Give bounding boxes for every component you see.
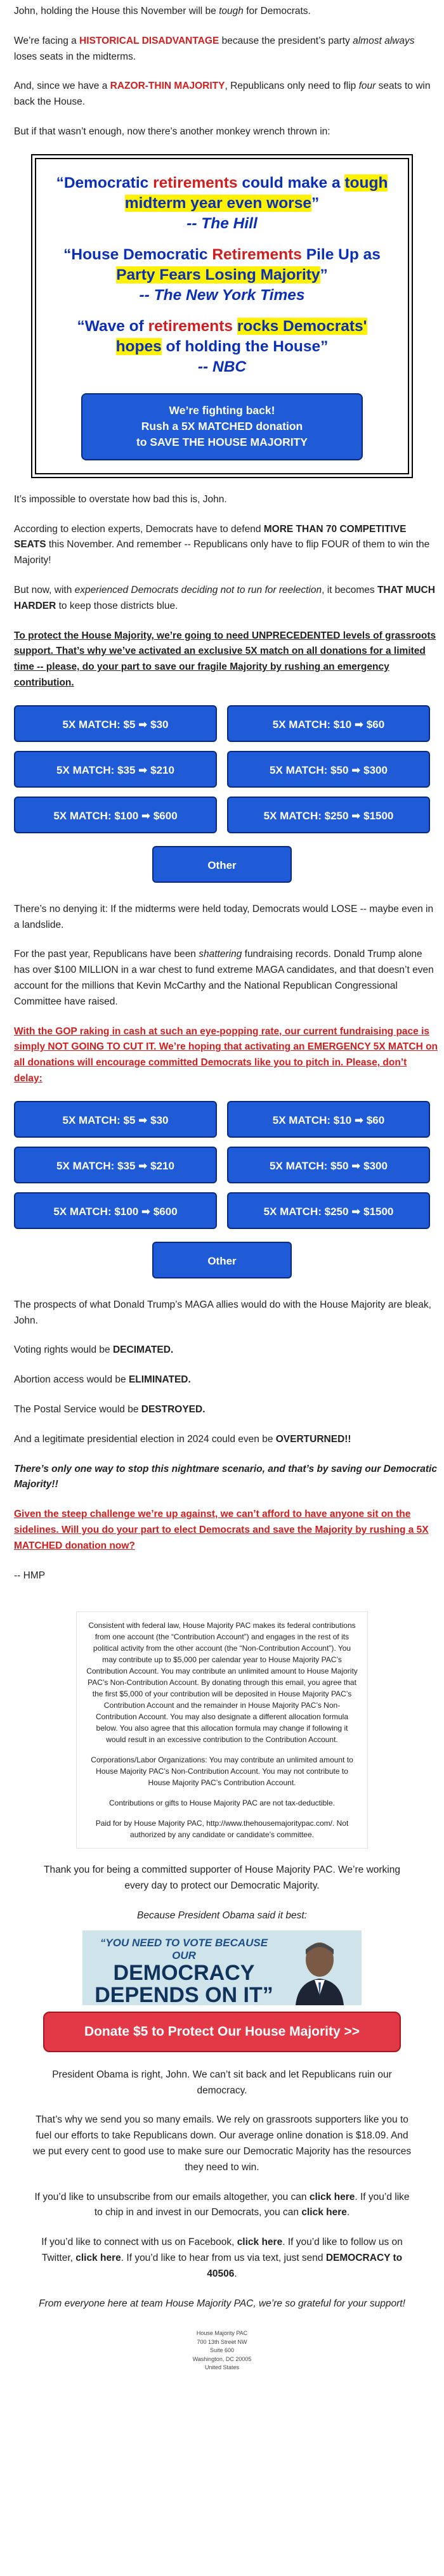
facebook-link[interactable]: click here bbox=[237, 2237, 283, 2248]
closing-p1: Thank you for being a committed supporter of House Majority PAC. We’re working every day to protect our Democratic Majority. bbox=[44, 1864, 400, 1892]
closing-p6: If you’d like to connect with us on Facebook, click here. If you’d like to follow us on Twitter, click here. If you’d like to hear from us via text, just send DEMOCRACY to 40506. bbox=[41, 2237, 403, 2279]
obama-quote-banner[interactable] bbox=[82, 1930, 362, 2005]
body1-p1: It’s impossible to overstate how bad this is, John. bbox=[14, 493, 227, 505]
intro-p1: John, holding the House this November will be tough for Democrats. bbox=[14, 6, 311, 16]
donate-5-protect-button[interactable]: Donate $5 to Protect Our House Majority >> bbox=[43, 2012, 401, 2052]
donate-250-button[interactable]: 5X MATCH: $250 ➡ $1500 bbox=[227, 1192, 430, 1229]
body3-p5: And a legitimate presidential election in 2024 could even be OVERTURNED!! bbox=[14, 1433, 351, 1445]
quote-nyt: “House Democratic Retirements Pile Up as Party Fears Losing Majority” -- The New York Times bbox=[63, 245, 381, 304]
twitter-link[interactable]: click here bbox=[75, 2252, 121, 2263]
quote-the-hill: “Democratic retirements could make a tough midterm year even worse” -- The Hill bbox=[56, 174, 388, 233]
closing-p5: If you’d like to unsubscribe from our emails altogether, you can click here. If you’d like to chip in and invest in our Democrats, you can click here. bbox=[34, 2191, 410, 2218]
donate-10-button[interactable]: 5X MATCH: $10 ➡ $60 bbox=[227, 1101, 430, 1138]
body3-p1: The prospects of what Donald Trump’s MAGA allies would do with the House Majority are bleak, John. bbox=[14, 1299, 431, 1326]
donate-100-button[interactable]: 5X MATCH: $100 ➡ $600 bbox=[14, 1192, 217, 1229]
headline-quote-box bbox=[31, 154, 413, 478]
mailing-address: House Majority PAC 700 13th Street NW Suite 600 Washington, DC 20005 United States bbox=[192, 2330, 252, 2371]
closing-p4: That’s why we send you so many emails. We rely on grassroots supporters like you to fuel our efforts to take Republicans down. Our average online donation is $18.09. And we put every cent to good use to make sure our Democratic Majority has the resources they need to win. bbox=[32, 2114, 412, 2173]
donate-100-button[interactable]: 5X MATCH: $100 ➡ $600 bbox=[14, 797, 217, 833]
intro-p3: And, since we have a RAZOR-THIN MAJORITY, Republicans only need to flip four seats to win back the House. bbox=[14, 81, 431, 108]
disclaimer-p2: Corporations/Labor Organizations: You may contribute an unlimited amount to House Majority PAC’s Non-Contribution Account. You may not contribute to House Majority PAC’s Contribution Account. bbox=[91, 1755, 353, 1788]
disclaimer-p3: Contributions or gifts to House Majority PAC are not tax-deductible. bbox=[109, 1799, 335, 1808]
disclaimer-p1: Consistent with federal law, House Majority PAC makes its federal contributions from one account (the “Contribution Account”) and engages in the rest of its political activity from the other account (the “Non-Contribution Account”). You may contribute up to $5,000 per calendar year to House Majority PAC’s Contribution Account. You may contribute an unlimited amount to House Majority PAC’s Non-Contribution Account. By donating through this email, you agree that the first $5,000 of your contribution will be deposited in House Majority PAC’s Contribution Account and the remainder in House Majority PAC’s Non-Contribution Account. You may also designate a different allocation formula below. You also agree that this allocation formula may change if following it would result in an excessive contribution to the Contribution Account. bbox=[86, 1621, 358, 1745]
body1-p3: But now, with experienced Democrats deciding not to run for reelection, it becomes THAT MUCH HARDER to keep those districts blue. bbox=[14, 585, 435, 611]
banner-line2: DEMOCRACY bbox=[113, 1960, 255, 1985]
email-body bbox=[6, 0, 438, 2372]
chip-in-link[interactable]: click here bbox=[301, 2207, 347, 2218]
body2-p3-link[interactable]: With the GOP raking in cash at such an eye-popping rate, our current fundraising pace is simply NOT GOING TO CUT IT. We’re hoping that activating an EMERGENCY 5X MATCH on all donations will encourage committed Democrats like you to pitch in. Please, don’t delay: bbox=[14, 1025, 438, 1084]
fight-back-donate-button[interactable]: We’re fighting back! Rush a 5X MATCHED donation to SAVE THE HOUSE MAJORITY bbox=[81, 393, 363, 460]
donation-grid-2 bbox=[14, 1101, 430, 1229]
legal-disclaimer bbox=[76, 1611, 368, 1849]
body2-p1: There’s no denying it: If the midterms were held today, Democrats would LOSE -- maybe even in a landslide. bbox=[14, 903, 434, 930]
body1-p2: According to election experts, Democrats have to defend MORE THAN 70 COMPETITIVE SEATS this November. And remember -- Republicans only have to flip FOUR of them to win the Majority! bbox=[14, 523, 430, 566]
obama-portrait-image bbox=[292, 1934, 348, 2005]
donate-other-button[interactable]: Other bbox=[152, 1242, 292, 1278]
banner-line3: DEPENDS ON IT” bbox=[95, 1983, 273, 2005]
body3-p6: There’s only one way to stop this nightmare scenario, and that’s by saving our Democratic Majority!! bbox=[14, 1463, 437, 1490]
donate-5-button[interactable]: 5X MATCH: $5 ➡ $30 bbox=[14, 705, 217, 742]
closing-p3: President Obama is right, John. We can’t sit back and let Republicans ruin our democracy. bbox=[52, 2069, 392, 2096]
closing-p2: Because President Obama said it best: bbox=[137, 1909, 307, 1921]
closing-p7: From everyone here at team House Majority PAC, we’re so grateful for your support! bbox=[39, 2298, 405, 2309]
donate-250-button[interactable]: 5X MATCH: $250 ➡ $1500 bbox=[227, 797, 430, 833]
donate-other-button[interactable]: Other bbox=[152, 846, 292, 883]
unsubscribe-link[interactable]: click here bbox=[309, 2191, 355, 2202]
donate-50-button[interactable]: 5X MATCH: $50 ➡ $300 bbox=[227, 1147, 430, 1183]
donate-10-button[interactable]: 5X MATCH: $10 ➡ $60 bbox=[227, 705, 430, 742]
quote-nbc: “Wave of retirements rocks Democrats' hopes of holding the House” -- NBC bbox=[77, 317, 367, 376]
donate-35-button[interactable]: 5X MATCH: $35 ➡ $210 bbox=[14, 1147, 217, 1183]
intro-p2: We’re facing a HISTORICAL DISADVANTAGE because the president’s party almost always loses seats in the midterms. bbox=[14, 35, 415, 62]
disclaimer-p4: Paid for by House Majority PAC, http://www.thehousemajoritypac.com/. Not authorized by any candidate or candidate’s committee. bbox=[95, 1819, 349, 1840]
banner-line1: “YOU NEED TO VOTE BECAUSE OUR bbox=[100, 1936, 268, 1961]
body3-p4: The Postal Service would be DESTROYED. bbox=[14, 1403, 206, 1415]
donation-grid-1 bbox=[14, 705, 430, 833]
donate-5-button[interactable]: 5X MATCH: $5 ➡ $30 bbox=[14, 1101, 217, 1138]
body3-p3: Abortion access would be ELIMINATED. bbox=[14, 1374, 191, 1386]
body2-p2: For the past year, Republicans have been shattering fundraising records. Donald Trump alone has over $100 MILLION in a war chest to fund extreme MAGA candidates, and that doesn’t even account for the millions that Kevin McCarthy and the National Republican Congressional Committee have raised. bbox=[14, 949, 434, 1007]
donate-35-button[interactable]: 5X MATCH: $35 ➡ $210 bbox=[14, 751, 217, 788]
signature: -- HMP bbox=[14, 1570, 46, 1581]
body1-p4-link[interactable]: To protect the House Majority, we’re going to need UNPRECEDENTED levels of grassroots support. That’s why we’ve activated an exclusive 5X match on all donations for a limited time -- please, do your part to save our fragile Majority by rushing an emergency contribution. bbox=[14, 630, 436, 689]
donate-50-button[interactable]: 5X MATCH: $50 ➡ $300 bbox=[227, 751, 430, 788]
body3-p2: Voting rights would be DECIMATED. bbox=[14, 1344, 174, 1356]
intro-p4: But if that wasn’t enough, now there’s another monkey wrench thrown in: bbox=[14, 126, 330, 137]
body3-p7-link[interactable]: Given the steep challenge we’re up against, we can’t afford to have anyone sit on the sidelines. Will you do your part to elect Democrats and save the Majority by rushing a 5X MATCHED donation now? bbox=[14, 1509, 429, 1551]
